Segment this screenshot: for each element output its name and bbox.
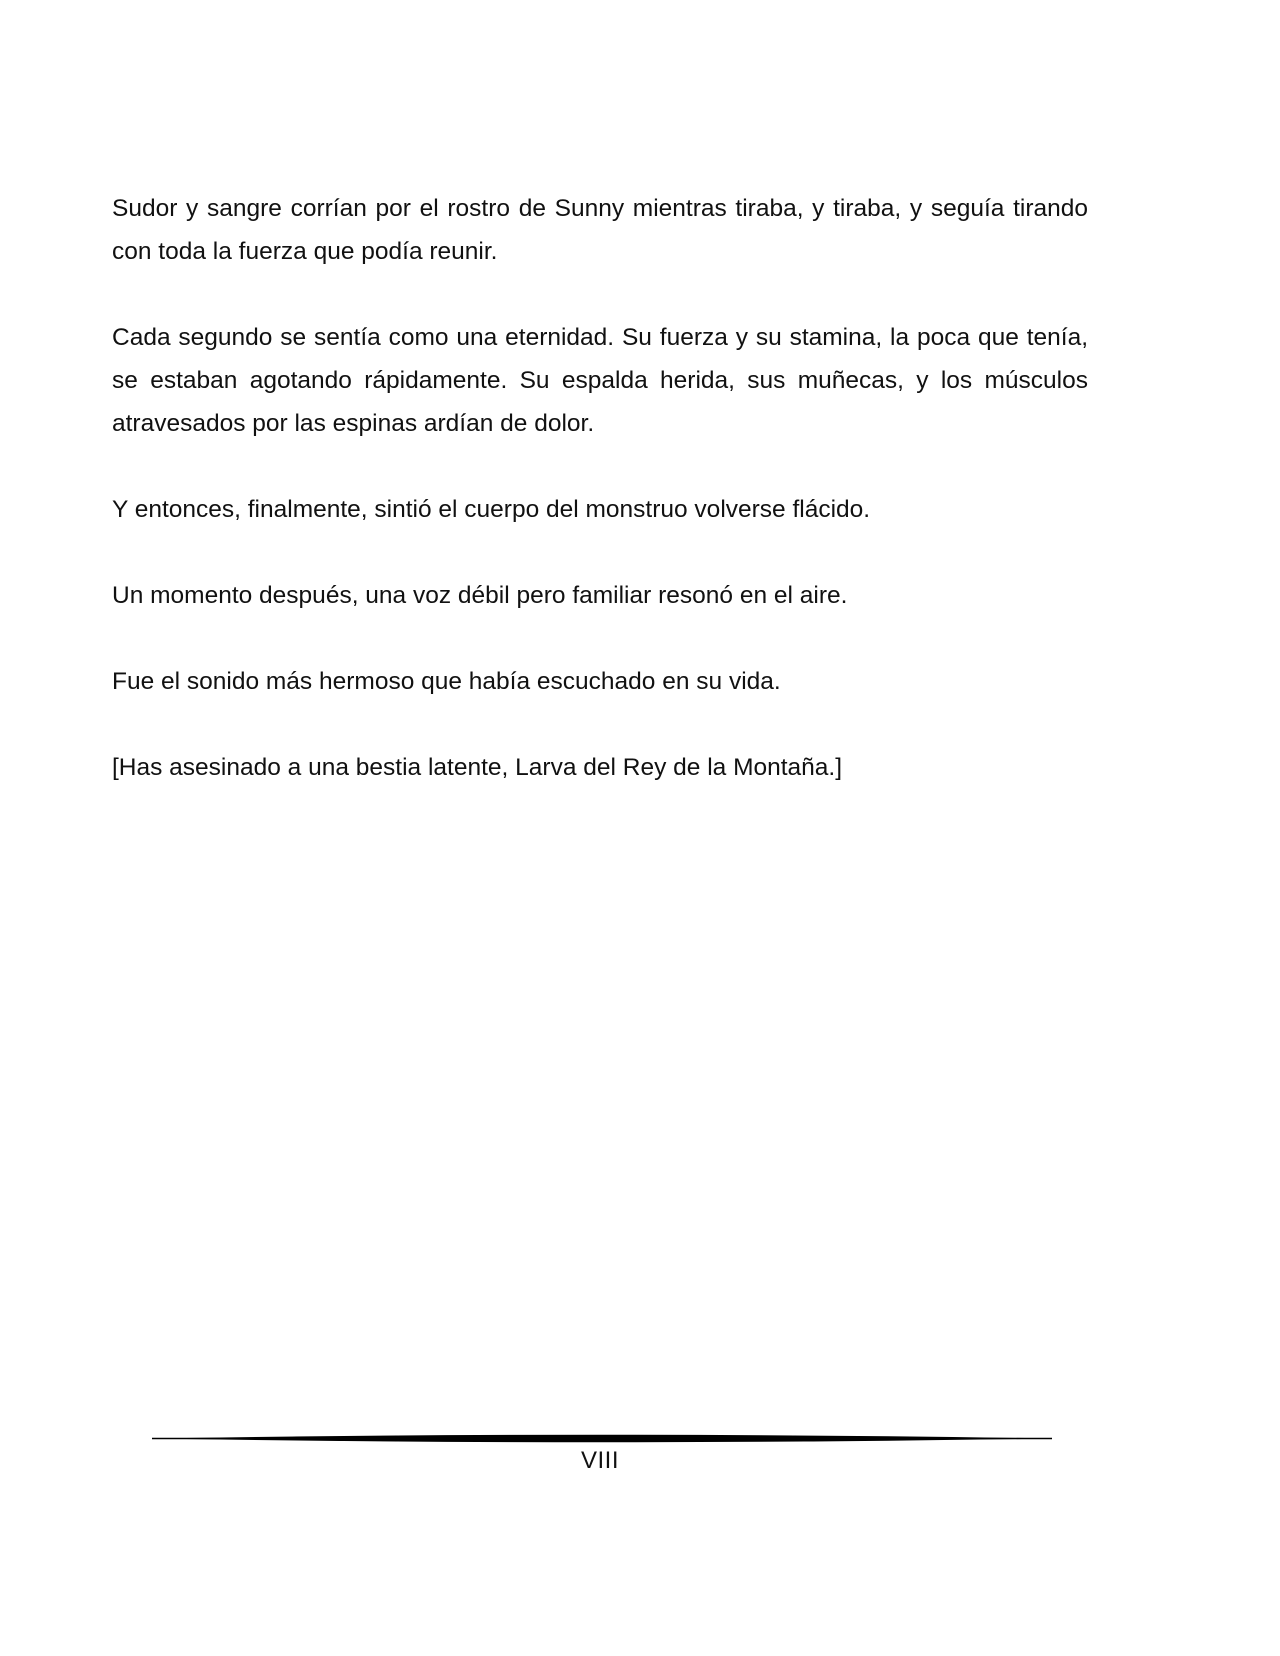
paragraph-2: Cada segundo se sentía como una eternidad. Su fuerza y su stamina, la poca que tenía, se estaban agotando rápidamente. Su espalda herida, sus muñecas, y los músculos atravesados por las espinas ardían de dolor. — [112, 324, 1088, 437]
paragraph-3: Y entonces, finalmente, sintió el cuerpo del monstruo volverse flácido. — [112, 496, 871, 523]
footer-divider — [152, 1432, 1052, 1446]
page-number: VIII — [580, 1447, 619, 1474]
paragraph-5: Fue el sonido más hermoso que había escuchado en su vida. — [112, 668, 781, 695]
body-text — [112, 187, 1088, 832]
paragraph-1: Sudor y sangre corrían por el rostro de Sunny mientras tiraba, y tiraba, y seguía tirando con toda la fuerza que podía reunir. — [112, 195, 1088, 265]
paragraph-6: [Has asesinado a una bestia latente, Larva del Rey de la Montaña.] — [112, 754, 843, 781]
paragraph-4: Un momento después, una voz débil pero familiar resonó en el aire. — [112, 582, 848, 609]
